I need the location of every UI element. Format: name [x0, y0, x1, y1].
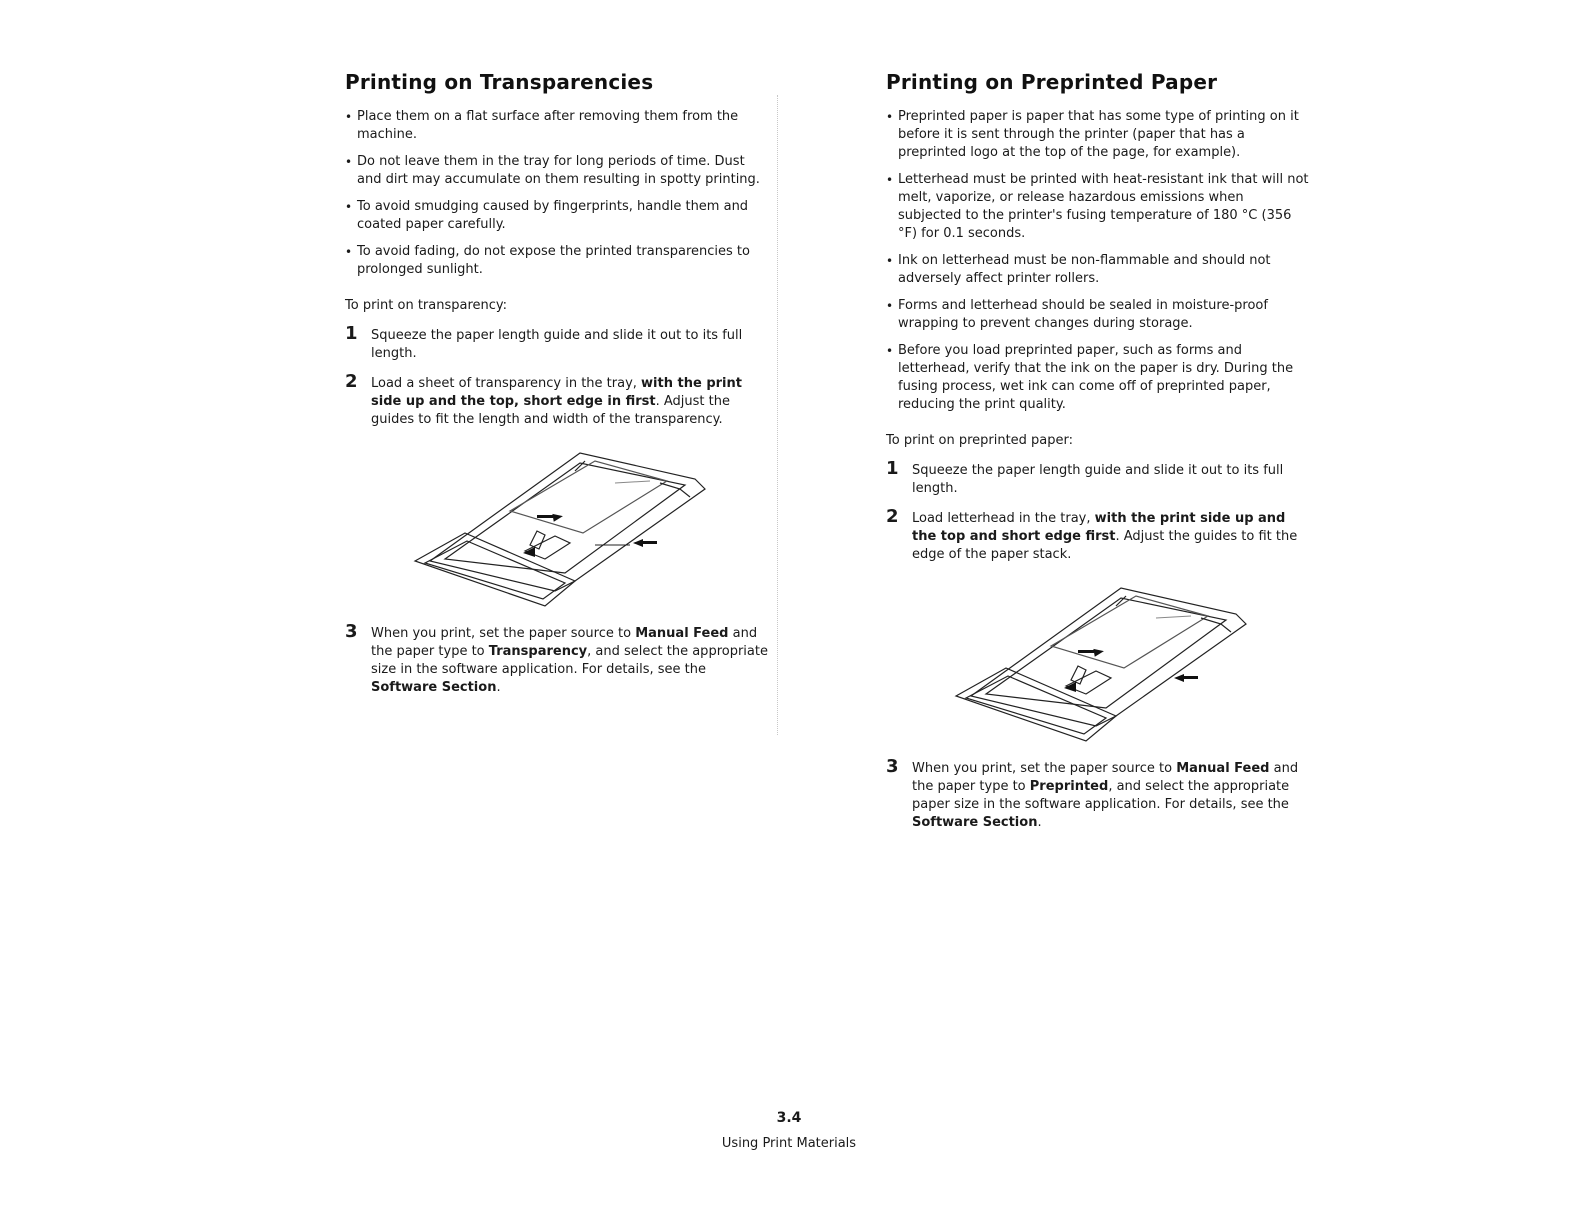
step-text: When you print, set the paper source to: [371, 626, 636, 641]
step-text: Load a sheet of transparency in the tray,: [371, 376, 642, 391]
chapter-label: Using Print Materials: [721, 1136, 857, 1151]
section-title-preprinted: Printing on Preprinted Paper: [886, 70, 1218, 94]
list-item: • Letterhead must be printed with heat-resistant ink that will not melt, vaporize, or release hazardous emissions when subjected to the printer's fusing temperature of 180 °C (356 °F) for 0.1 seconds.: [886, 171, 1311, 243]
list-item: • Before you load preprinted paper, such as forms and letterhead, verify that the ink on the paper is dry. During the fusing process, wet ink can come off of preprinted paper, reducing the print quality.: [886, 342, 1311, 414]
step-emphasis: with the print side up and the top and short edge first: [912, 511, 1286, 544]
step-text: .: [1037, 815, 1042, 830]
step-emphasis: Software Section: [371, 680, 497, 695]
step-number: 2: [886, 506, 899, 527]
list-item: • Place them on a flat surface after removing them from the machine.: [345, 108, 770, 144]
step-number: 1: [886, 458, 899, 479]
list-item: • Do not leave them in the tray for long periods of time. Dust and dirt may accumulate on them resulting in spotty printing.: [345, 153, 770, 189]
list-item: • To avoid smudging caused by fingerprints, handle them and coated paper carefully.: [345, 198, 770, 234]
transparency-tips-list: [345, 108, 770, 279]
procedure-intro: To print on transparency:: [345, 298, 508, 313]
step-text: and the paper type to: [912, 761, 1299, 794]
left-column: [345, 60, 770, 709]
step-text: and the paper type to: [371, 626, 758, 659]
step-text: , and select the appropriate size in the software application. For details, see the: [371, 644, 768, 677]
procedure-intro: To print on preprinted paper:: [886, 433, 1074, 448]
step-text: Squeeze the paper length guide and slide it out to its full length.: [912, 463, 1284, 496]
step-2: [345, 371, 770, 429]
step-3: [886, 756, 1311, 832]
step-emphasis: Manual Feed: [1176, 761, 1270, 776]
step-number: 3: [886, 756, 899, 777]
step-text: . Adjust the guides to fit the length and width of the transparency.: [371, 394, 730, 427]
step-number: 3: [345, 621, 358, 642]
step-emphasis: with the print side up and the top, short edge in first: [371, 376, 742, 409]
step-number: 1: [345, 323, 358, 344]
step-number: 2: [345, 371, 358, 392]
step-2: [886, 506, 1311, 564]
list-item: • Ink on letterhead must be non-flammable and should not adversely affect printer rollers.: [886, 252, 1311, 288]
step-text: . Adjust the guides to fit the edge of the paper stack.: [912, 529, 1298, 562]
list-item: • To avoid fading, do not expose the printed transparencies to prolonged sunlight.: [345, 243, 770, 279]
step-text: , and select the appropriate paper size in the software application. For details, see the: [912, 779, 1290, 812]
paper-tray-illustration: [946, 576, 1276, 746]
step-emphasis: Preprinted: [1029, 779, 1109, 794]
page-number: 3.4: [776, 1110, 802, 1126]
list-item: • Preprinted paper is paper that has some type of printing on it before it is sent through the printer (paper that has a preprinted logo at the top of the page, for example).: [886, 108, 1311, 162]
step-emphasis: Manual Feed: [635, 626, 729, 641]
column-divider: [777, 95, 778, 735]
step-emphasis: Software Section: [912, 815, 1038, 830]
step-text: When you print, set the paper source to: [912, 761, 1177, 776]
preprinted-tips-list: [886, 108, 1311, 414]
step-1: [345, 323, 770, 363]
step-emphasis: Transparency: [488, 644, 588, 659]
paper-tray-illustration: [405, 441, 735, 611]
list-item: • Forms and letterhead should be sealed in moisture-proof wrapping to prevent changes during storage.: [886, 297, 1311, 333]
step-3: [345, 621, 770, 697]
step-1: [886, 458, 1311, 498]
step-text: Squeeze the paper length guide and slide it out to its full length.: [371, 328, 743, 361]
step-text: .: [496, 680, 501, 695]
step-text: Load letterhead in the tray,: [912, 511, 1095, 526]
section-title-transparencies: Printing on Transparencies: [345, 70, 654, 94]
right-column: [886, 60, 1311, 844]
